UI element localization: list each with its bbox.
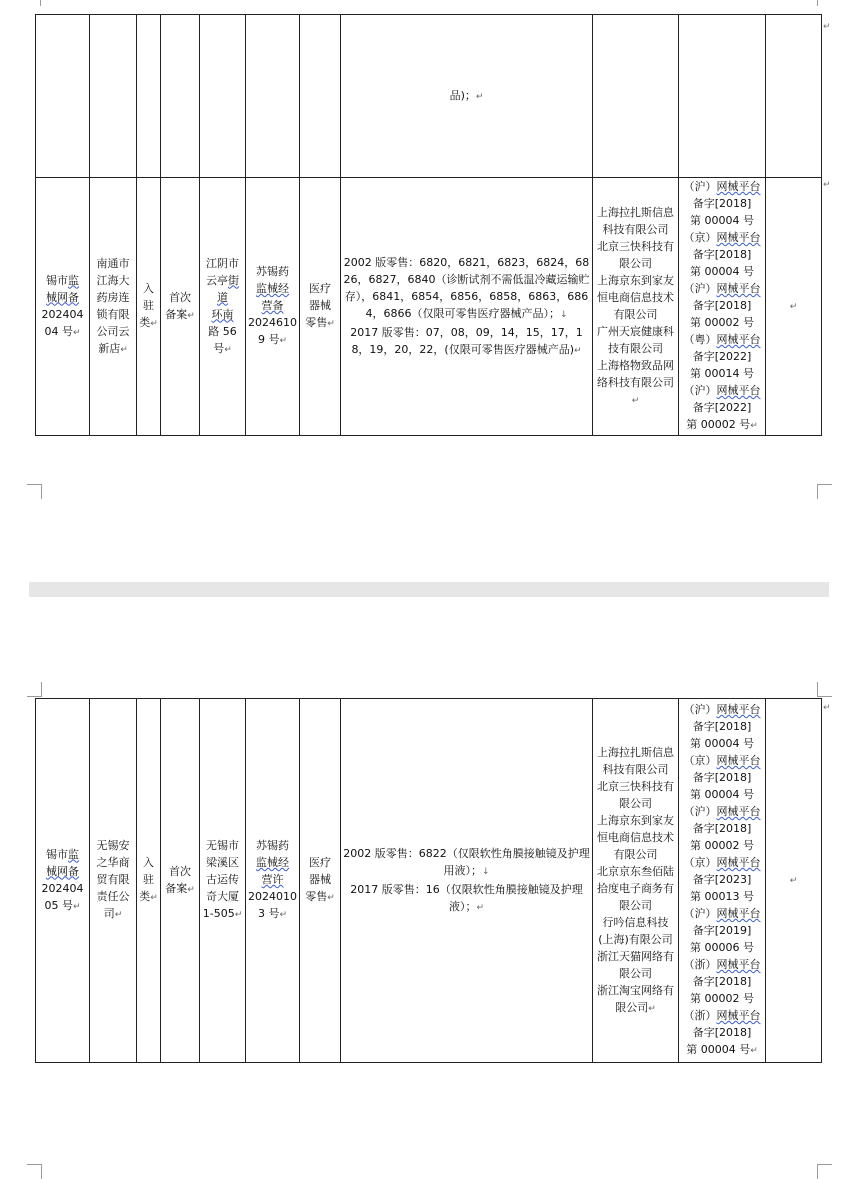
remarks: ↵ — [766, 178, 822, 436]
filing-table-page-2 — [35, 698, 822, 1063]
table-row — [36, 178, 822, 436]
platform-list: 上海拉扎斯信息科技有限公司 北京三快科技有限公司 上海京东到家友恒电商信息技术有限公司 广州天宸健康科技有限公司 上海格物致品网络科技有限公司↵ — [593, 178, 679, 436]
crop-mark-bottom-right-2 — [817, 1164, 832, 1179]
filing-type: 首次 备案↵ — [161, 699, 200, 1063]
address: 无锡市 梁溪区 古运传 奇大厦 1-505↵ — [200, 699, 246, 1063]
business-scope-tail: 品)；↵ — [341, 15, 593, 178]
platform-record-list: （沪）网械平台备字[2018] 第 00004 号 （京）网械平台备字[2018] 第 00004 号 （沪）网械平台备字[2018] 第 00002 号 （粤）网械平台备字[2022] 第 00014 号 （沪）网械平台备字[2022] 第 00002 号↵ — [679, 178, 766, 436]
license-number: 苏锡药 监械经 营许 2024010 3 号↵ — [246, 699, 300, 1063]
platform-record-list: （沪）网械平台备字[2018] 第 00004 号 （京）网械平台备字[2018] 第 00004 号 （沪）网械平台备字[2018] 第 00002 号 （京）网械平台备字[2023] 第 00013 号 （沪）网械平台备字[2019] 第 00006 号 （浙）网械平台备字[2018] 第 00002 号 （浙）网械平台备字[2018] 第 00004 号↵ — [679, 699, 766, 1063]
filing-type: 首次 备案↵ — [161, 178, 200, 436]
table-row — [36, 699, 822, 1063]
business-scope: 2002 版零售：6820，6821，6823，6824，6826，6827，6840（诊断试剂不需低温冷藏运输贮存），6841，6854，6856，6858，6863，6864，6866（仅限可零售医疗器械产品）；↓ 2017 版零售：07，08，09，14，15，17，18，19，20，22，(仅限可零售医疗器械产品)↵ — [341, 178, 593, 436]
channel-type: 入 驻 类↵ — [137, 699, 161, 1063]
crop-mark-top-left — [27, 0, 41, 6]
crop-mark-top-left-2 — [27, 682, 42, 697]
filing-table-page-1 — [35, 14, 822, 436]
business-category: 医疗 器械 零售↵ — [300, 699, 341, 1063]
business-scope: 2002 版零售：6822（仅限软性角膜接触镜及护理用液）；↓ 2017 版零售：16（仅限软性角膜接触镜及护理液）；↵ — [341, 699, 593, 1063]
record-number: 锡市监 械网备 202404 04 号↵ — [36, 178, 90, 436]
crop-mark-top-right — [817, 0, 832, 6]
crop-mark-bottom-left — [27, 484, 42, 499]
record-number: 锡市监 械网备 202404 05 号↵ — [36, 699, 90, 1063]
remarks: ↵ — [766, 699, 822, 1063]
company-name: 无锡安 之华商 贸有限 责任公 司↵ — [90, 699, 137, 1063]
channel-type: 入 驻 类↵ — [137, 178, 161, 436]
crop-mark-top-right-2 — [817, 682, 832, 697]
address: 江阴市 云亭街道 环南 路 56 号↵ — [200, 178, 246, 436]
license-number: 苏锡药 监械经 营备 2024610 9 号↵ — [246, 178, 300, 436]
company-name: 南通市 江海大 药房连 锁有限 公司云 新店↵ — [90, 178, 137, 436]
row-end-mark: ↵ — [823, 180, 831, 190]
page-separator — [29, 582, 829, 597]
crop-mark-bottom-left-2 — [27, 1164, 42, 1179]
row-end-mark: ↵ — [823, 22, 831, 32]
platform-list: 上海拉扎斯信息科技有限公司 北京三快科技有限公司 上海京东到家友恒电商信息技术有限公司 北京京东叁佰陆拾度电子商务有限公司 行吟信息科技(上海)有限公司 浙江天猫网络有限公司 浙江淘宝网络有限公司↵ — [593, 699, 679, 1063]
business-category: 医疗 器械 零售↵ — [300, 178, 341, 436]
table-row-continued — [36, 15, 822, 178]
crop-mark-bottom-right — [817, 484, 832, 499]
row-end-mark: ↵ — [823, 703, 831, 713]
